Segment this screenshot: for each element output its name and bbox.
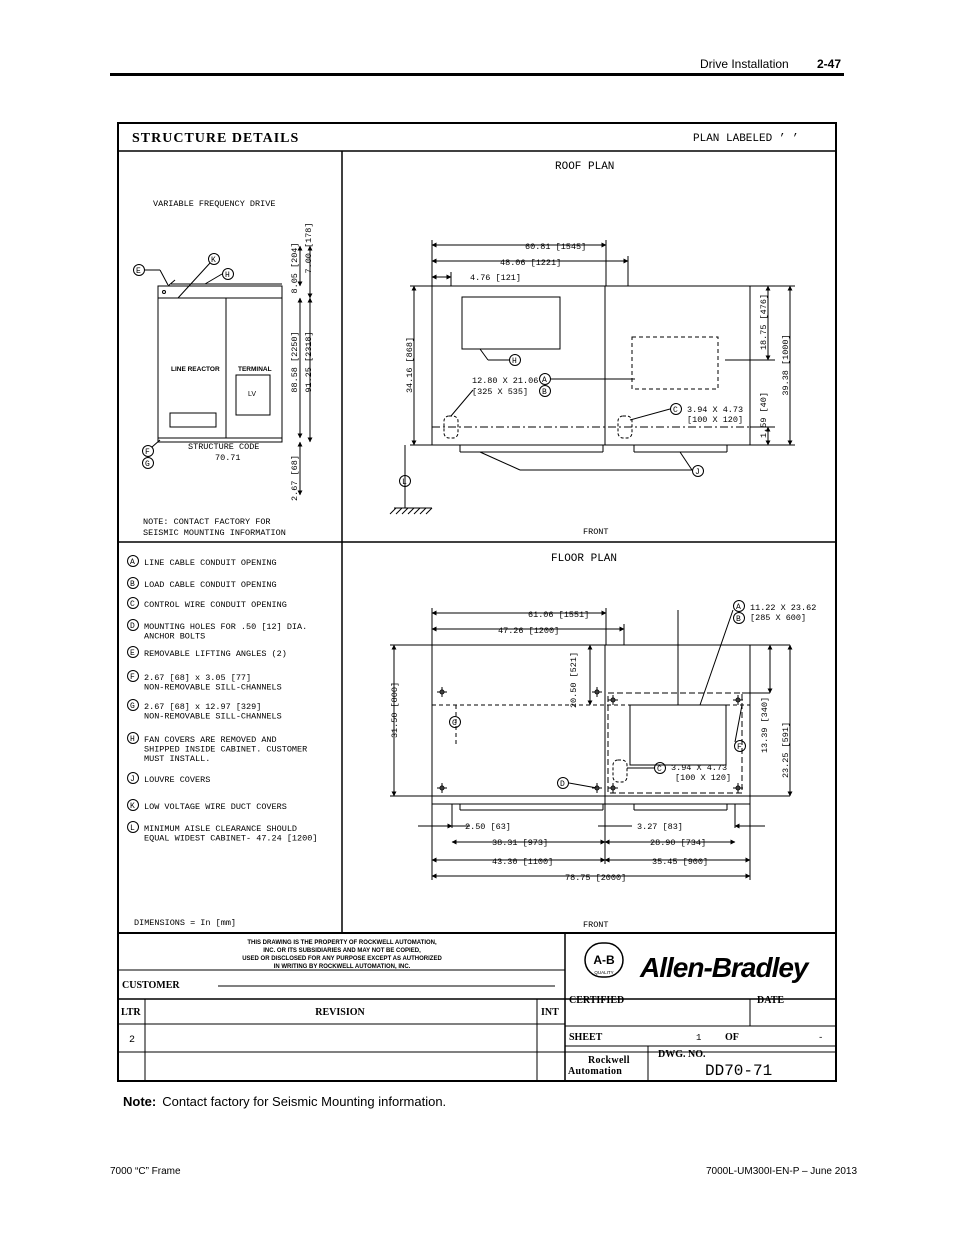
floor-front-label: FRONT <box>583 920 609 930</box>
roof-dim: 34.16 [868] <box>405 336 415 394</box>
svg-text:A: A <box>542 376 547 385</box>
legend-key-j: J <box>130 775 135 784</box>
roof-plan-title: ROOF PLAN <box>555 161 615 173</box>
floor-dim: 35.45 [900] <box>652 857 709 867</box>
floor-dim: 3.27 [83] <box>637 822 683 832</box>
callout-k: K <box>211 256 216 265</box>
legend-key-a: A <box>130 558 135 567</box>
legend-text-f: 2.67 [68] x 3.05 [77] <box>144 673 252 683</box>
legend-text-b: LOAD CABLE CONDUIT OPENING <box>144 580 277 590</box>
floor-dim: 47.26 [1200] <box>498 626 560 636</box>
legend-text-e: REMOVABLE LIFTING ANGLES (2) <box>144 649 287 659</box>
legend-key-g: G <box>130 702 135 711</box>
line-reactor-label: LINE REACTOR <box>171 366 220 373</box>
ltr-label: LTR <box>121 1007 141 1018</box>
footer-left: 7000 “C” Frame <box>110 1166 181 1177</box>
legend <box>130 558 317 844</box>
seismic-note-2: SEISMIC MOUNTING INFORMATION <box>143 528 286 538</box>
property-notice-3: USED OR DISCLOSED FOR ANY PURPOSE EXCEPT AS AUTHORIZED <box>242 956 442 962</box>
legend-text-k: LOW VOLTAGE WIRE DUCT COVERS <box>144 802 287 812</box>
svg-text:C: C <box>673 406 678 415</box>
svg-text:D: D <box>560 780 565 789</box>
revision-label: REVISION <box>315 1007 365 1018</box>
legend-key-c: C <box>130 600 135 609</box>
elev-dim: 2.67 [68] <box>290 455 300 501</box>
legend-text-f: NON-REMOVABLE SILL-CHANNELS <box>144 682 282 693</box>
roof-opening-c-2: [100 X 120] <box>687 415 744 425</box>
svg-text:C: C <box>657 765 662 774</box>
sheet-number: 1 <box>696 1033 702 1043</box>
structure-code-label: STRUCTURE CODE <box>188 442 260 452</box>
legend-text-c: CONTROL WIRE CONDUIT OPENING <box>144 600 287 610</box>
legend-text-h: SHIPPED INSIDE CABINET. CUSTOMER <box>144 744 308 755</box>
floor-opening-c-1: 3.94 X 4.73 <box>671 763 728 773</box>
elevation-title: VARIABLE FREQUENCY DRIVE <box>153 199 276 209</box>
floor-plan-title: FLOOR PLAN <box>551 553 618 565</box>
legend-text-d: MOUNTING HOLES FOR .50 [12] DIA. <box>144 622 308 632</box>
legend-key-f: F <box>130 673 135 682</box>
note-label: Note: <box>123 1094 157 1109</box>
legend-key-b: B <box>130 580 135 589</box>
legend-text-l: EQUAL WIDEST CABINET- 47.24 [1200] <box>144 833 318 844</box>
roof-front-label: FRONT <box>583 527 609 537</box>
floor-opening-c-2: [100 X 120] <box>675 773 732 783</box>
callout-h: H <box>225 271 230 280</box>
ab-badge-text: A-B <box>593 953 615 967</box>
footer-right: 7000L-UM300I-EN-P – June 2013 <box>706 1166 858 1177</box>
rockwell-logo-1: Rockwell <box>588 1055 630 1066</box>
plan-label: PLAN LABELED ’ ’ <box>693 133 799 145</box>
ab-quality-text: QUALITY <box>594 970 614 975</box>
page-number: 2-47 <box>817 57 842 71</box>
floor-dim: 38.31 [973] <box>492 838 549 848</box>
legend-text-d: ANCHOR BOLTS <box>144 631 206 642</box>
roof-dim: 60.81 [1545] <box>525 242 587 252</box>
ltr-value: 2 <box>129 1035 136 1046</box>
roof-opening-ab-1: 12.80 X 21.06 <box>472 376 539 386</box>
property-notice-4: IN WRITING BY ROCKWELL AUTOMATION, INC. <box>273 964 411 970</box>
floor-dim: 31.50 [800] <box>390 681 400 739</box>
legend-text-g: 2.67 [68] x 12.97 [329] <box>144 702 262 712</box>
legend-text-g: NON-REMOVABLE SILL-CHANNELS <box>144 711 282 722</box>
running-header-section: Drive Installation <box>700 57 789 71</box>
roof-dim: 39.38 [1000] <box>781 334 791 396</box>
callout-e: E <box>136 267 141 276</box>
elev-dim: 88.58 [2250] <box>290 331 300 393</box>
structure-code-value: 70.71 <box>215 453 241 463</box>
dwg-no-label: DWG. NO. <box>658 1049 706 1060</box>
callout-g: G <box>145 460 150 469</box>
svg-text:L: L <box>402 478 407 487</box>
svg-text:B: B <box>542 388 547 397</box>
brand-logo: Allen-Bradley <box>640 952 808 983</box>
elev-dim: 91.25 [2318] <box>304 331 314 393</box>
legend-text-j: LOUVRE COVERS <box>144 775 211 785</box>
floor-dim: 78.75 [2000] <box>565 873 627 883</box>
date-label: DATE <box>757 995 785 1006</box>
legend-key-l: L <box>130 824 135 833</box>
elev-dim: 8.05 [204] <box>290 242 300 294</box>
note-text: Contact factory for Seismic Mounting information. <box>162 1094 447 1109</box>
roof-opening-c-1: 3.94 X 4.73 <box>687 405 744 415</box>
floor-dim: 13.39 [340] <box>760 696 770 754</box>
legend-key-e: E <box>130 649 135 658</box>
of-label: OF <box>725 1032 739 1043</box>
floor-dim: 20.50 [521] <box>569 651 579 709</box>
legend-text-h: MUST INSTALL. <box>144 754 211 764</box>
sheet-label: SHEET <box>569 1032 603 1043</box>
svg-text:B: B <box>736 615 741 624</box>
floor-opening-ab-1: 11.22 X 23.62 <box>750 603 817 613</box>
roof-plan-view <box>390 240 795 514</box>
svg-text:G: G <box>452 719 457 728</box>
int-label: INT <box>541 1007 559 1018</box>
floor-dim: 43.30 [1100] <box>492 857 554 867</box>
legend-text-a: LINE CABLE CONDUIT OPENING <box>144 558 277 568</box>
legend-key-d: D <box>130 622 135 631</box>
terminal-label: TERMINAL <box>238 366 272 373</box>
svg-text:A: A <box>736 603 741 612</box>
rockwell-logo-2: Automation <box>568 1066 623 1077</box>
lv-label: LV <box>248 391 257 398</box>
drawing-title: STRUCTURE DETAILS <box>132 131 300 146</box>
roof-dim: 4.76 [121] <box>470 273 522 283</box>
floor-plan-view <box>390 601 790 881</box>
legend-text-l: MINIMUM AISLE CLEARANCE SHOULD <box>144 824 298 834</box>
svg-text:J: J <box>695 468 700 477</box>
seismic-note <box>123 1094 446 1109</box>
floor-dim: 23.25 [591] <box>781 721 791 779</box>
svg-text:F: F <box>737 743 742 752</box>
seismic-note-1: NOTE: CONTACT FACTORY FOR <box>143 517 271 527</box>
legend-markers <box>128 556 139 833</box>
roof-opening-ab-2: [325 X 535] <box>472 387 529 397</box>
legend-key-h: H <box>130 735 135 744</box>
property-notice-2: INC. OR ITS SUBSIDIARIES AND MAY NOT BE COPIED, <box>263 948 421 954</box>
elev-dim: 7.00 [178] <box>304 222 314 274</box>
floor-opening-ab-2: [285 X 600] <box>750 613 807 623</box>
svg-text:H: H <box>512 357 517 366</box>
roof-dim: 48.06 [1221] <box>500 258 562 268</box>
of-value: - <box>818 1033 824 1043</box>
floor-dim: 28.90 [734] <box>650 838 707 848</box>
callout-f: F <box>145 448 150 457</box>
customer-label: CUSTOMER <box>122 980 180 991</box>
roof-dim: 1.59 [40] <box>759 392 769 438</box>
legend-text-h: FAN COVERS ARE REMOVED AND <box>144 735 277 745</box>
property-notice-1: THIS DRAWING IS THE PROPERTY OF ROCKWELL AUTOMATION, <box>247 940 437 946</box>
floor-dim: 61.06 [1551] <box>528 610 590 620</box>
dwg-no-value: DD70-71 <box>705 1062 773 1080</box>
roof-dim: 18.75 [476] <box>759 293 769 351</box>
certified-label: CERTIFIED <box>569 995 625 1006</box>
legend-key-k: K <box>130 802 135 811</box>
floor-dim: 2.50 [63] <box>465 822 511 832</box>
dimensions-note: DIMENSIONS = In [mm] <box>134 918 237 928</box>
